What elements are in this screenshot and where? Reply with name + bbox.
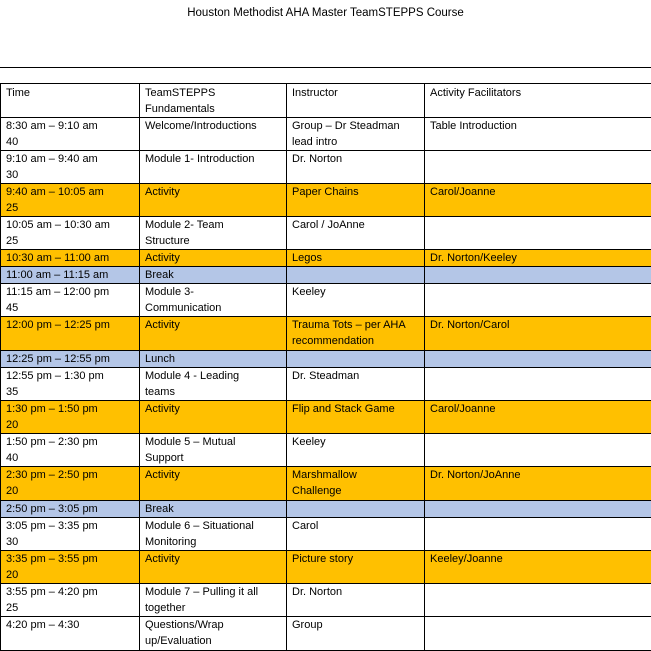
time-cell-line: 3:55 pm – 4:20 pm <box>6 584 139 600</box>
table-row <box>1 518 651 551</box>
time-cell-line: 25 <box>6 600 139 616</box>
time-cell-line: 1:30 pm – 1:50 pm <box>6 401 139 417</box>
fundamentals-cell-line: Activity <box>145 250 286 266</box>
instructor-cell-line: Group <box>292 617 424 633</box>
facilitators-cell: Dr. Norton/Keeley <box>425 250 651 267</box>
time-cell <box>1 518 140 551</box>
fundamentals-cell-line: Activity <box>145 317 286 333</box>
fundamentals-cell-line: Communication <box>145 300 286 316</box>
fundamentals-cell-line: Monitoring <box>145 534 286 550</box>
time-cell-line: 3:05 pm – 3:35 pm <box>6 518 139 534</box>
fundamentals-cell <box>140 217 287 250</box>
time-cell-line: 3:35 pm – 3:55 pm <box>6 551 139 567</box>
fundamentals-cell-line: Module 4 - Leading <box>145 368 286 384</box>
time-cell <box>1 368 140 401</box>
time-cell-line: 20 <box>6 483 139 499</box>
column-header-fundamentals-line: TeamSTEPPS <box>145 85 286 101</box>
instructor-cell <box>287 584 425 617</box>
fundamentals-cell-line: Break <box>145 501 286 517</box>
time-cell-line: 11:00 am – 11:15 am <box>6 267 139 283</box>
facilitators-cell: Keeley/Joanne <box>425 551 651 584</box>
time-cell-line: 25 <box>6 200 139 216</box>
instructor-cell <box>287 267 425 284</box>
time-cell-line: 10:30 am – 11:00 am <box>6 250 139 266</box>
fundamentals-cell-line: Activity <box>145 401 286 417</box>
facilitators-cell: Dr. Norton/JoAnne <box>425 467 651 501</box>
instructor-cell-line: Carol <box>292 518 424 534</box>
fundamentals-cell <box>140 401 287 434</box>
instructor-cell-line: Paper Chains <box>292 184 424 200</box>
time-cell <box>1 250 140 267</box>
time-cell-line: 35 <box>6 384 139 400</box>
instructor-cell-line: Flip and Stack Game <box>292 401 424 417</box>
time-cell-line: 30 <box>6 167 139 183</box>
time-cell <box>1 467 140 501</box>
time-cell <box>1 284 140 317</box>
time-cell-line: 25 <box>6 233 139 249</box>
facilitators-cell <box>425 368 651 401</box>
time-cell-line: 2:30 pm – 2:50 pm <box>6 467 139 483</box>
fundamentals-cell <box>140 284 287 317</box>
instructor-cell-line: lead intro <box>292 134 424 150</box>
facilitators-cell <box>425 434 651 467</box>
instructor-cell <box>287 151 425 184</box>
fundamentals-cell-line: Structure <box>145 233 286 249</box>
instructor-cell <box>287 501 425 518</box>
facilitators-cell <box>425 501 651 518</box>
instructor-cell <box>287 118 425 151</box>
fundamentals-cell <box>140 267 287 284</box>
column-header-fundamentals-line: Fundamentals <box>145 101 286 117</box>
table-row <box>1 584 651 617</box>
table-row <box>1 317 651 351</box>
table-row <box>1 184 651 217</box>
fundamentals-cell-line: Module 3- <box>145 284 286 300</box>
instructor-cell-line: Dr. Norton <box>292 151 424 167</box>
time-cell <box>1 551 140 584</box>
document-title: Houston Methodist AHA Master TeamSTEPPS Course <box>0 7 651 19</box>
table-row <box>1 617 651 651</box>
time-cell-line: 11:15 am – 12:00 pm <box>6 284 139 300</box>
time-cell-line: 9:40 am – 10:05 am <box>6 184 139 200</box>
table-row <box>1 217 651 250</box>
instructor-cell-line: Dr. Steadman <box>292 368 424 384</box>
time-cell <box>1 434 140 467</box>
facilitators-cell <box>425 217 651 250</box>
fundamentals-cell <box>140 467 287 501</box>
time-cell-line: 12:55 pm – 1:30 pm <box>6 368 139 384</box>
schedule-table <box>0 83 651 651</box>
fundamentals-cell-line: Lunch <box>145 351 286 367</box>
instructor-cell <box>287 617 425 651</box>
facilitators-cell <box>425 617 651 651</box>
time-cell-line: 1:50 pm – 2:30 pm <box>6 434 139 450</box>
table-row <box>1 401 651 434</box>
facilitators-cell: Table Introduction <box>425 118 651 151</box>
fundamentals-cell-line: Activity <box>145 184 286 200</box>
time-cell <box>1 184 140 217</box>
column-header-time: Time <box>1 84 140 118</box>
fundamentals-cell <box>140 368 287 401</box>
fundamentals-cell <box>140 518 287 551</box>
fundamentals-cell-line: Module 1- Introduction <box>145 151 286 167</box>
facilitators-cell <box>425 518 651 551</box>
fundamentals-cell-line: Break <box>145 267 286 283</box>
time-cell <box>1 351 140 368</box>
fundamentals-cell <box>140 151 287 184</box>
instructor-cell-line: Keeley <box>292 434 424 450</box>
header-rule <box>0 67 651 68</box>
time-cell <box>1 317 140 351</box>
instructor-cell <box>287 317 425 351</box>
table-row <box>1 551 651 584</box>
table-row <box>1 467 651 501</box>
instructor-cell <box>287 250 425 267</box>
facilitators-cell <box>425 351 651 368</box>
table-row <box>1 368 651 401</box>
fundamentals-cell <box>140 317 287 351</box>
time-cell <box>1 501 140 518</box>
table-row <box>1 501 651 518</box>
facilitators-cell <box>425 267 651 284</box>
instructor-cell <box>287 217 425 250</box>
fundamentals-cell <box>140 551 287 584</box>
facilitators-cell <box>425 284 651 317</box>
instructor-cell <box>287 401 425 434</box>
instructor-cell-line: Legos <box>292 250 424 266</box>
time-cell-line: 8:30 am – 9:10 am <box>6 118 139 134</box>
fundamentals-cell <box>140 434 287 467</box>
instructor-cell <box>287 467 425 501</box>
time-cell <box>1 118 140 151</box>
time-cell <box>1 617 140 651</box>
column-header-fundamentals <box>140 84 287 118</box>
time-cell <box>1 584 140 617</box>
time-cell-line: 45 <box>6 300 139 316</box>
instructor-cell-line: Group – Dr Steadman <box>292 118 424 134</box>
facilitators-cell: Carol/Joanne <box>425 184 651 217</box>
schedule-body <box>1 118 651 651</box>
time-cell-line: 9:10 am – 9:40 am <box>6 151 139 167</box>
time-cell-line: 40 <box>6 134 139 150</box>
fundamentals-cell-line: teams <box>145 384 286 400</box>
fundamentals-cell <box>140 118 287 151</box>
time-cell-line: 20 <box>6 417 139 433</box>
time-cell-line: 4:20 pm – 4:30 <box>6 617 139 633</box>
table-row <box>1 151 651 184</box>
fundamentals-cell-line: Module 5 – Mutual <box>145 434 286 450</box>
instructor-cell-line: Dr. Norton <box>292 584 424 600</box>
fundamentals-cell <box>140 501 287 518</box>
instructor-cell <box>287 434 425 467</box>
table-row <box>1 250 651 267</box>
time-cell-line: 12:00 pm – 12:25 pm <box>6 317 139 333</box>
time-cell <box>1 217 140 250</box>
time-cell-line: 20 <box>6 567 139 583</box>
instructor-cell-line: Carol / JoAnne <box>292 217 424 233</box>
instructor-cell-line: Challenge <box>292 483 424 499</box>
fundamentals-cell-line: up/Evaluation <box>145 633 286 649</box>
fundamentals-cell-line: Activity <box>145 467 286 483</box>
table-row <box>1 284 651 317</box>
time-cell <box>1 401 140 434</box>
fundamentals-cell-line: Activity <box>145 551 286 567</box>
facilitators-cell <box>425 584 651 617</box>
fundamentals-cell <box>140 351 287 368</box>
time-cell <box>1 267 140 284</box>
fundamentals-cell-line: Support <box>145 450 286 466</box>
table-row <box>1 267 651 284</box>
time-cell <box>1 151 140 184</box>
fundamentals-cell <box>140 250 287 267</box>
table-row <box>1 118 651 151</box>
instructor-cell <box>287 368 425 401</box>
fundamentals-cell-line: Module 7 – Pulling it all <box>145 584 286 600</box>
time-cell-line: 30 <box>6 534 139 550</box>
instructor-cell-line: Marshmallow <box>292 467 424 483</box>
instructor-cell-line: Picture story <box>292 551 424 567</box>
fundamentals-cell-line: Module 2- Team <box>145 217 286 233</box>
instructor-cell <box>287 351 425 368</box>
fundamentals-cell-line: Module 6 – Situational <box>145 518 286 534</box>
table-row <box>1 434 651 467</box>
header-row <box>1 84 651 118</box>
time-cell-line: 10:05 am – 10:30 am <box>6 217 139 233</box>
instructor-cell <box>287 284 425 317</box>
column-header-facilitators: Activity Facilitators <box>425 84 651 118</box>
time-cell-line: 12:25 pm – 12:55 pm <box>6 351 139 367</box>
fundamentals-cell-line: Questions/Wrap <box>145 617 286 633</box>
instructor-cell <box>287 551 425 584</box>
instructor-cell-line: Keeley <box>292 284 424 300</box>
instructor-cell <box>287 184 425 217</box>
instructor-cell-line: recommendation <box>292 333 424 349</box>
table-row <box>1 351 651 368</box>
time-cell-line: 40 <box>6 450 139 466</box>
instructor-cell-line: Trauma Tots – per AHA <box>292 317 424 333</box>
facilitators-cell: Carol/Joanne <box>425 401 651 434</box>
facilitators-cell: Dr. Norton/Carol <box>425 317 651 351</box>
time-cell-line: 2:50 pm – 3:05 pm <box>6 501 139 517</box>
column-header-instructor: Instructor <box>287 84 425 118</box>
instructor-cell <box>287 518 425 551</box>
fundamentals-cell <box>140 584 287 617</box>
fundamentals-cell-line: Welcome/Introductions <box>145 118 286 134</box>
fundamentals-cell-line: together <box>145 600 286 616</box>
fundamentals-cell <box>140 617 287 651</box>
facilitators-cell <box>425 151 651 184</box>
fundamentals-cell <box>140 184 287 217</box>
